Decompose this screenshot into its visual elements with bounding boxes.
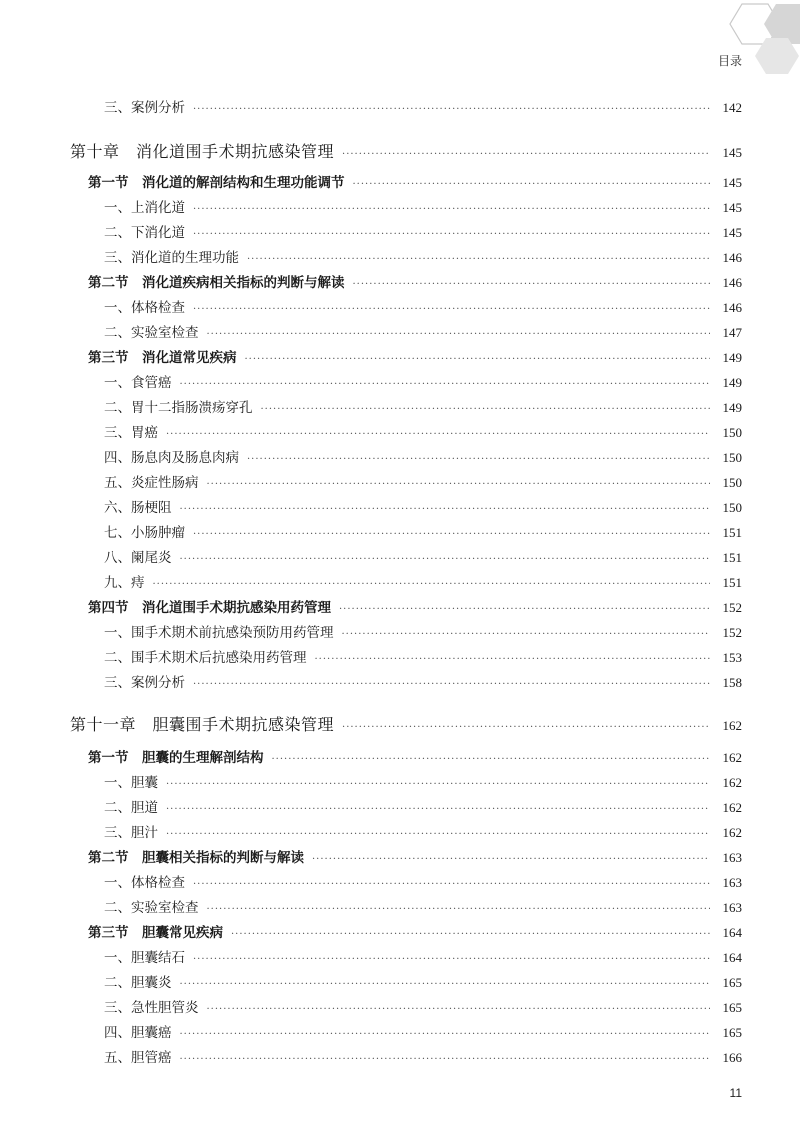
dot-leader <box>180 1050 711 1070</box>
dot-leader <box>193 200 710 220</box>
toc-entry-page: 145 <box>722 175 742 190</box>
toc-item-row[interactable] <box>104 673 742 693</box>
toc-entry-title: 五、胆管癌 <box>104 1050 172 1066</box>
toc-entry-page: 164 <box>722 950 742 965</box>
hexagon-decoration-icon <box>680 0 800 90</box>
toc-entry-page: 150 <box>722 450 742 465</box>
toc-entry-page: 153 <box>722 650 742 665</box>
toc-entry-page: 165 <box>722 1000 742 1015</box>
toc-entry-title: 五、炎症性肠病 <box>104 475 199 491</box>
dot-leader <box>166 775 710 795</box>
toc-entry-page: 162 <box>722 775 742 790</box>
dot-leader <box>193 100 710 120</box>
toc-entry-page: 149 <box>722 375 742 390</box>
toc-entry-title: 第二节 消化道疾病相关指标的判断与解读 <box>88 275 345 291</box>
toc-entry-title: 三、胆汁 <box>104 825 158 841</box>
dot-leader <box>166 825 710 845</box>
toc-item-row[interactable] <box>104 298 742 318</box>
toc-entry-page: 142 <box>722 100 742 115</box>
toc-item-row[interactable] <box>104 998 742 1018</box>
toc-entry-title: 一、胆囊 <box>104 775 158 791</box>
dot-leader <box>245 350 711 370</box>
toc-entry-page: 162 <box>722 800 742 815</box>
toc-item-row[interactable] <box>104 948 742 968</box>
toc-item-row[interactable] <box>104 248 742 268</box>
toc-entry-title: 第一节 胆囊的生理解剖结构 <box>88 750 264 766</box>
toc-entry-title: 七、小肠肿瘤 <box>104 525 185 541</box>
dot-leader <box>312 850 710 870</box>
toc-entry-page: 150 <box>722 475 742 490</box>
dot-leader <box>193 875 710 895</box>
toc-entry-title: 第三节 胆囊常见疾病 <box>88 925 223 941</box>
toc-entry-title: 一、围手术期术前抗感染预防用药管理 <box>104 625 334 641</box>
dot-leader <box>207 475 711 495</box>
toc-entry-title: 一、食管癌 <box>104 375 172 391</box>
toc-entry-page: 151 <box>722 525 742 540</box>
dot-leader <box>207 900 711 920</box>
toc-entry-page: 151 <box>722 550 742 565</box>
toc-item-row[interactable] <box>104 623 742 643</box>
toc-entry-page: 145 <box>722 225 742 240</box>
dot-leader <box>247 450 710 470</box>
toc-entry-title: 第一节 消化道的解剖结构和生理功能调节 <box>88 175 345 191</box>
dot-leader <box>193 950 710 970</box>
dot-leader <box>180 1025 711 1045</box>
toc-entry-page: 147 <box>722 325 742 340</box>
toc-entry-title: 一、体格检查 <box>104 875 185 891</box>
dot-leader <box>272 750 711 770</box>
dot-leader <box>180 550 711 570</box>
toc-entry-title: 二、下消化道 <box>104 225 185 241</box>
toc-entry-page: 166 <box>722 1050 742 1065</box>
toc-item-row[interactable] <box>104 323 742 343</box>
toc-entry-title: 三、急性胆管炎 <box>104 1000 199 1016</box>
toc-item-row[interactable] <box>104 498 742 518</box>
toc-item-row[interactable] <box>104 798 742 818</box>
dot-leader <box>166 425 710 445</box>
toc-entry-page: 151 <box>722 575 742 590</box>
toc-item-row[interactable] <box>104 773 742 793</box>
toc-entry-title: 第四节 消化道围手术期抗感染用药管理 <box>88 600 331 616</box>
toc-item-row[interactable] <box>104 398 742 418</box>
toc-entry-title: 二、围手术期术后抗感染用药管理 <box>104 650 307 666</box>
toc-entry-page: 152 <box>722 600 742 615</box>
toc-entry-page: 149 <box>722 350 742 365</box>
toc-entry-page: 165 <box>722 975 742 990</box>
toc-item-row[interactable] <box>104 373 742 393</box>
toc-section-row[interactable] <box>88 923 742 943</box>
toc-entry-page: 146 <box>722 250 742 265</box>
toc-entry-title: 一、体格检查 <box>104 300 185 316</box>
dot-leader <box>315 650 711 670</box>
toc-entry-page: 162 <box>722 750 742 765</box>
dot-leader <box>180 975 711 995</box>
dot-leader <box>261 400 711 420</box>
toc-item-row[interactable] <box>104 548 742 568</box>
toc-entry-page: 150 <box>722 425 742 440</box>
dot-leader <box>180 500 711 520</box>
toc-section-row[interactable] <box>88 348 742 368</box>
toc-item-row[interactable] <box>104 823 742 843</box>
toc-entry-title: 三、案例分析 <box>104 100 185 116</box>
dot-leader <box>193 525 710 545</box>
toc-section-row[interactable] <box>88 598 742 618</box>
toc-entry-page: 149 <box>722 400 742 415</box>
toc-item-row[interactable] <box>104 573 742 593</box>
toc-entry-title: 八、阑尾炎 <box>104 550 172 566</box>
toc-section-row[interactable] <box>88 748 742 768</box>
toc-entry-title: 第三节 消化道常见疾病 <box>88 350 237 366</box>
toc-entry-page: 163 <box>722 875 742 890</box>
page-number: 11 <box>729 1086 742 1100</box>
toc-chapter-row[interactable] <box>70 142 742 162</box>
toc-entry-page: 152 <box>722 625 742 640</box>
dot-leader <box>247 250 710 270</box>
dot-leader <box>193 675 710 695</box>
toc-entry-title: 二、胆囊炎 <box>104 975 172 991</box>
dot-leader <box>342 145 710 165</box>
dot-leader <box>166 800 710 820</box>
dot-leader <box>342 625 711 645</box>
toc-item-row[interactable] <box>104 473 742 493</box>
toc-entry-title: 二、实验室检查 <box>104 900 199 916</box>
toc-item-row[interactable] <box>104 1023 742 1043</box>
toc-entry-page: 163 <box>722 850 742 865</box>
toc-entry-page: 145 <box>722 200 742 215</box>
toc-item-row[interactable] <box>104 423 742 443</box>
toc-section-row[interactable] <box>88 273 742 293</box>
dot-leader <box>353 175 711 195</box>
toc-item-row[interactable] <box>104 1048 742 1068</box>
toc-section-row[interactable] <box>88 173 742 193</box>
toc-entry-page: 162 <box>722 825 742 840</box>
toc-entry-title: 二、胃十二指肠溃疡穿孔 <box>104 400 253 416</box>
toc-entry-title: 九、痔 <box>104 575 145 591</box>
toc-item-row[interactable] <box>104 973 742 993</box>
toc-entry-title: 四、肠息肉及肠息肉病 <box>104 450 239 466</box>
toc-item-row[interactable] <box>104 98 742 118</box>
toc-entry-title: 四、胆囊癌 <box>104 1025 172 1041</box>
toc-item-row[interactable] <box>104 198 742 218</box>
dot-leader <box>207 1000 711 1020</box>
dot-leader <box>231 925 710 945</box>
dot-leader <box>193 300 710 320</box>
toc-item-row[interactable] <box>104 448 742 468</box>
toc-entry-page: 164 <box>722 925 742 940</box>
toc-entry-title: 一、胆囊结石 <box>104 950 185 966</box>
toc-entry-page: 158 <box>722 675 742 690</box>
toc-item-row[interactable] <box>104 898 742 918</box>
toc-item-row[interactable] <box>104 648 742 668</box>
toc-entry-page: 165 <box>722 1025 742 1040</box>
toc-item-row[interactable] <box>104 223 742 243</box>
toc-entry-title: 二、实验室检查 <box>104 325 199 341</box>
toc-entry-page: 163 <box>722 900 742 915</box>
dot-leader <box>193 225 710 245</box>
toc-entry-title: 六、肠梗阻 <box>104 500 172 516</box>
toc-entry-title: 三、消化道的生理功能 <box>104 250 239 266</box>
toc-entry-page: 162 <box>722 718 742 733</box>
dot-leader <box>342 718 710 738</box>
toc-entry-page: 150 <box>722 500 742 515</box>
toc-entry-page: 146 <box>722 300 742 315</box>
running-header: 目录 <box>717 54 742 68</box>
toc-entry-title: 第十章 消化道围手术期抗感染管理 <box>70 142 335 161</box>
dot-leader <box>339 600 710 620</box>
toc-entry-title: 第十一章 胆囊围手术期抗感染管理 <box>70 715 335 734</box>
toc-chapter-row[interactable] <box>70 715 742 735</box>
dot-leader <box>153 575 711 595</box>
toc-entry-title: 一、上消化道 <box>104 200 185 216</box>
toc-entry-page: 146 <box>722 275 742 290</box>
toc-entry-title: 三、胃癌 <box>104 425 158 441</box>
toc-entry-title: 第二节 胆囊相关指标的判断与解读 <box>88 850 304 866</box>
dot-leader <box>353 275 711 295</box>
toc-entry-title: 三、案例分析 <box>104 675 185 691</box>
toc-item-row[interactable] <box>104 873 742 893</box>
toc-item-row[interactable] <box>104 523 742 543</box>
toc-section-row[interactable] <box>88 848 742 868</box>
toc-entry-title: 二、胆道 <box>104 800 158 816</box>
dot-leader <box>180 375 711 395</box>
toc-entry-page: 145 <box>722 145 742 160</box>
dot-leader <box>207 325 711 345</box>
